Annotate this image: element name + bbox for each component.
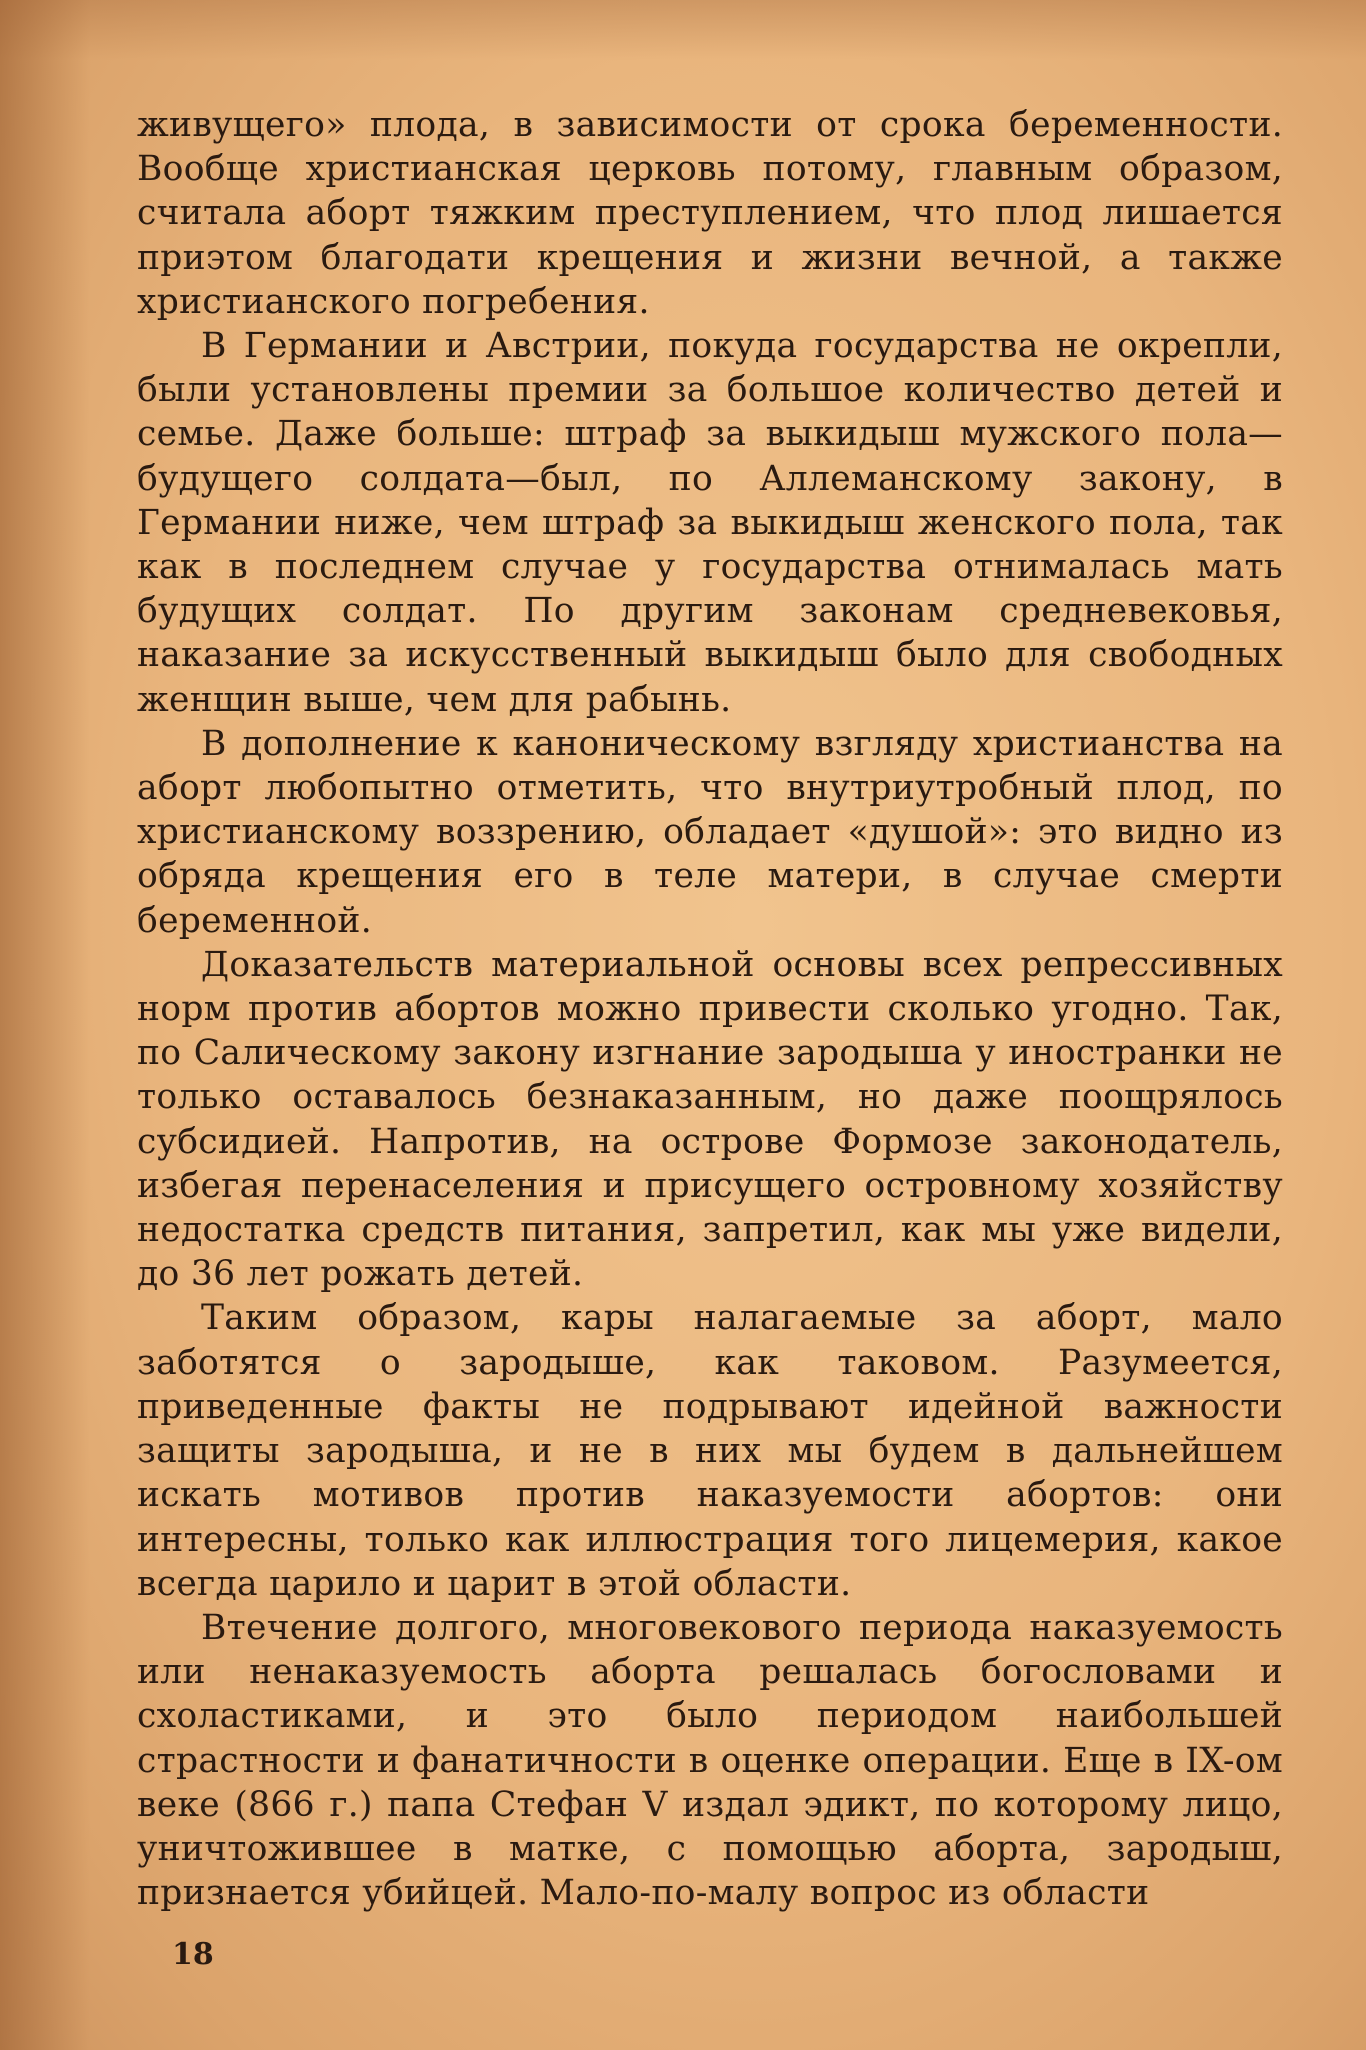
paragraph-5: Таким образом, кары налагаемые за аборт, мало заботятся о зародыше, как таковом. Разумеется, приведенные факты не подрывают идейной важности защиты зародыша, и не в них мы будем в дальнейшем искать мотивов против наказуемости абортов: они интересны, только как иллюстрация того лицемерия, какое всегда царило и царит в этой области. — [137, 1298, 1283, 1604]
page-number: 18 — [172, 1937, 214, 1972]
page-shadow-top — [0, 0, 1366, 60]
page-shadow-left — [0, 0, 90, 2050]
paragraph-3: В дополнение к каноническому взгляду христианства на аборт любопытно отметить, что внутриутробный плод, по христианскому воззрению, обладает «душой»: это видно из обряда крещения его в теле матери, в случае смерти беременной. — [137, 723, 1283, 941]
paragraph-1: живущего» плода, в зависимости от срока беременности. Вообще христианская церковь потому, главным образом, считала аборт тяжким преступлением, что плод лишается приэтом благодати крещения и жизни вечной, а также христианского погребения. — [137, 105, 1283, 322]
paragraph-4: Доказательств материальной основы всех репрессивных норм против абортов можно привести сколько угодно. Так, по Салическому закону изгнание зародыша у иностранки не только оставалось безнаказанным, но даже поощрялось субсидией. Напротив, на острове Формозе законодатель, избегая перенаселения и присущего островному хозяйству недостатка средств питания, запретил, как мы уже видели, до 36 лет рожать детей. — [137, 944, 1283, 1295]
paragraph-2: В Германии и Австрии, покуда государства не окрепли, были установлены премии за большое количество детей и семье. Даже больше: штраф за выкидыш мужского пола—будущего солдата—был, по Аллеманскому закону, в Германии ниже, чем штраф за выкидыш женского пола, так как в последнем случае у государства отнималась мать будущих солдат. По другим законам средневековья, наказание за искусственный выкидыш было для свободных женщин выше, чем для рабынь. — [137, 326, 1283, 720]
paragraph-6: Втечение долгого, многовекового периода наказуемость или ненаказуемость аборта решалась богословами и схоластиками, и это было периодом наибольшей страстности и фанатичности в оценке операции. Еще в IX-ом веке (866 г.) папа Стефан V издал эдикт, по которому лицо, уничтожившее в матке, с помощью аборта, зародыш, признается убийцей. Мало-по-малу вопрос из области — [137, 1607, 1283, 1914]
body-text — [137, 103, 1283, 1915]
